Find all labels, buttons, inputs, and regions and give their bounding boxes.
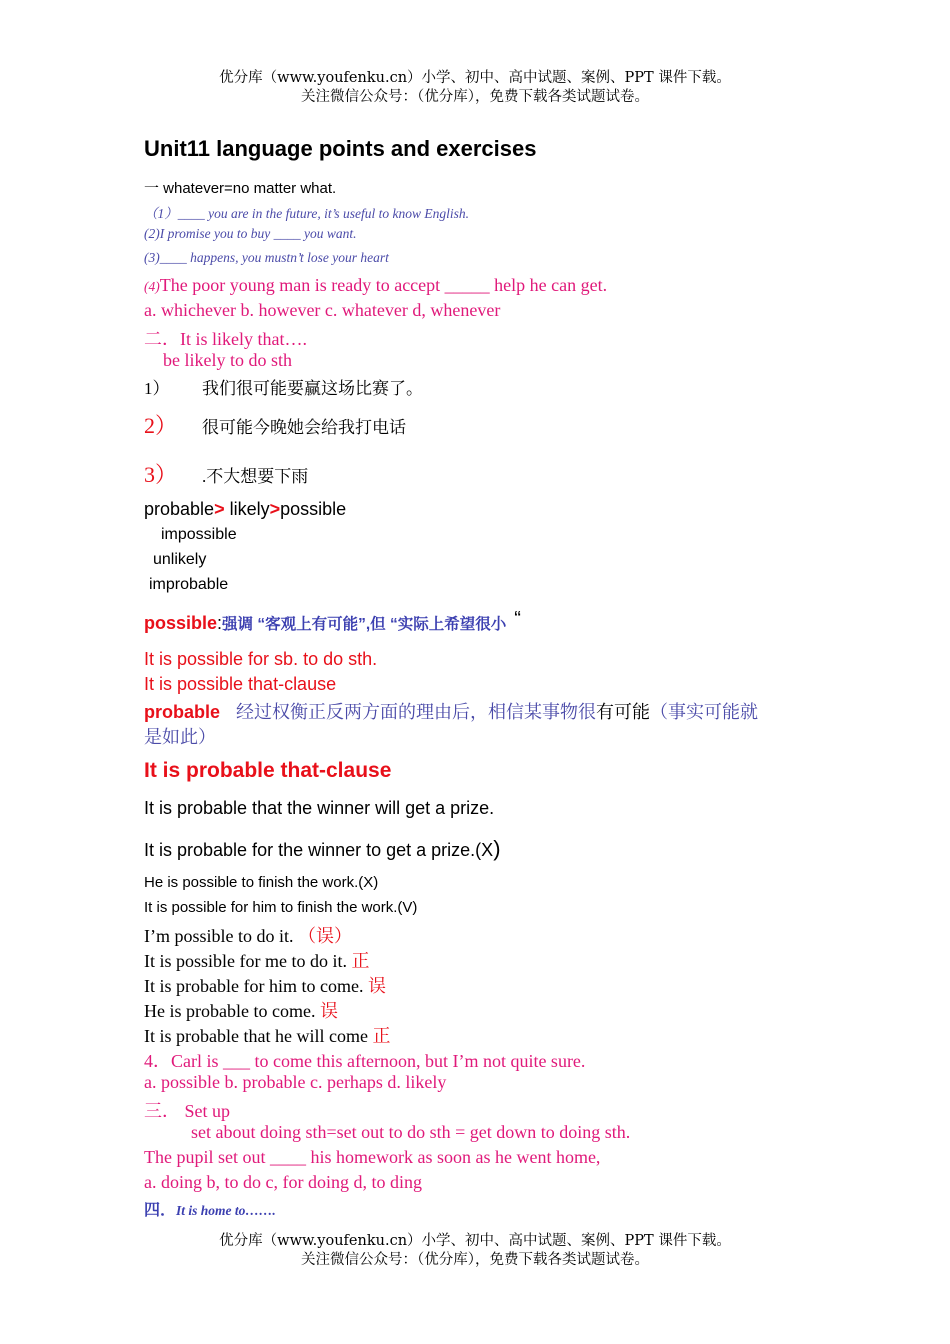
possible-colon: :: [217, 613, 223, 633]
example-6: [144, 947, 369, 973]
translation-3: .不大想要下雨: [202, 467, 309, 486]
page-footer-line-1: 优分库（www.youfenku.cn）小学、初中、高中试题、案例、PPT 课件下载。: [219, 1233, 731, 1249]
section-1-question-4: [144, 275, 607, 296]
page-footer-line-2: 关注微信公众号：（优分库），免费下载各类试题试卷。: [301, 1252, 649, 1268]
negation-impossible: impossible: [161, 526, 237, 543]
section-3-subheading: set about doing sth=set out to do sth = get down to doing sth.: [191, 1122, 631, 1142]
section-3-heading: 三． Set up: [144, 1101, 231, 1121]
section-1-question-2: (2)I promise you to buy ____ you want.: [144, 226, 357, 241]
page-header-line-2: 关注微信公众号：（优分库），免费下载各类试题试卷。: [301, 89, 649, 105]
probable-note-a: 经过权衡正反两方面的理由后，相信某事物很: [236, 702, 597, 722]
negation-unlikely: unlikely: [153, 551, 207, 568]
possible-pattern-1: It is possible for sb. to do sth.: [144, 649, 378, 669]
section-3-options: a. doing b, to do c, for doing d, to ding: [144, 1172, 422, 1192]
page-header-line-1: 优分库（www.youfenku.cn）小学、初中、高中试题、案例、PPT 课件下载。: [219, 70, 731, 86]
example-8: [144, 997, 338, 1023]
example-9-text: It is probable that he will come: [144, 1026, 368, 1046]
example-2: [144, 836, 501, 862]
example-8-mark: 误: [319, 1001, 338, 1021]
example-4: It is possible for him to finish the work.(V): [144, 899, 418, 916]
scale-possible: possible: [280, 499, 347, 519]
possible-note: 强调 “客观上有可能”,但 “实际上希望很小: [222, 616, 507, 633]
example-5: [144, 922, 352, 948]
scale-likely: likely: [224, 499, 270, 519]
greater-than-symbol: >: [269, 499, 281, 519]
example-6-text: It is possible for me to do it.: [144, 951, 347, 971]
example-6-mark: 正: [351, 951, 370, 971]
question-4-number: (4): [144, 279, 160, 294]
possible-definition: [144, 608, 521, 635]
translation-2: 很可能今晚她会给我打电话: [202, 418, 406, 437]
example-5-text: I’m possible to do it.: [144, 926, 294, 946]
section-1-question-4-options: a. whichever b. however c. whatever d, whenever: [144, 300, 501, 320]
probable-note-b: 有可能: [596, 702, 651, 722]
section-4-heading: [144, 1197, 276, 1220]
example-1: It is probable that the winner will get a prize.: [144, 798, 495, 818]
greater-than-symbol: >: [214, 499, 225, 519]
section-2-question-4: 4．Carl is ___ to come this afternoon, but I’m not quite sure.: [144, 1051, 586, 1071]
probable-definition: [144, 698, 758, 724]
probable-note-c: （事实可能就: [650, 702, 759, 722]
translation-2-number: 2）: [144, 413, 178, 438]
probable-heading: It is probable that-clause: [144, 759, 392, 782]
possible-pattern-2: It is possible that-clause: [144, 674, 337, 694]
example-7: [144, 972, 386, 998]
scale-probable: probable: [144, 499, 215, 519]
negation-improbable: improbable: [149, 576, 229, 593]
section-2-question-4-options: a. possible b. probable c. perhaps d. likely: [144, 1072, 447, 1092]
page-title: Unit11 language points and exercises: [144, 136, 537, 161]
section-1-question-3: (3)____ happens, you mustn’t lose your heart: [144, 250, 389, 265]
section-2-subheading: be likely to do sth: [163, 350, 292, 370]
probability-scale: [144, 499, 346, 520]
example-3: He is possible to finish the work.(X): [144, 874, 379, 891]
quote-mark: “: [514, 608, 521, 630]
section-4-number: 四．: [144, 1202, 177, 1219]
probable-note-continued: 是如此）: [144, 727, 216, 747]
translation-3-number: 3）: [144, 462, 178, 487]
example-9: [144, 1022, 390, 1048]
example-7-mark: 误: [367, 976, 386, 996]
translation-1-number: 1）: [144, 379, 170, 398]
example-9-mark: 正: [372, 1026, 391, 1046]
probable-term: probable: [144, 702, 221, 722]
translation-1: 我们很可能要赢这场比赛了。: [202, 379, 423, 398]
example-2-paren: ): [493, 836, 501, 861]
section-2-heading: 二．It is likely that….: [144, 329, 307, 349]
example-8-text: He is probable to come.: [144, 1001, 316, 1021]
example-5-mark: （误）: [298, 926, 352, 946]
section-3-question: The pupil set out ____ his homework as soon as he went home,: [144, 1147, 601, 1167]
section-4-title: It is home to…….: [176, 1203, 276, 1218]
question-4-text: The poor young man is ready to accept _____ help he can get.: [159, 275, 608, 295]
section-1-heading: 一 whatever=no matter what.: [144, 180, 337, 197]
possible-term: possible: [144, 613, 218, 633]
section-1-question-1: （1）____ you are in the future, it’s useful to know English.: [144, 206, 469, 221]
example-2-text: It is probable for the winner to get a prize.(X: [144, 840, 494, 860]
example-7-text: It is probable for him to come.: [144, 976, 364, 996]
